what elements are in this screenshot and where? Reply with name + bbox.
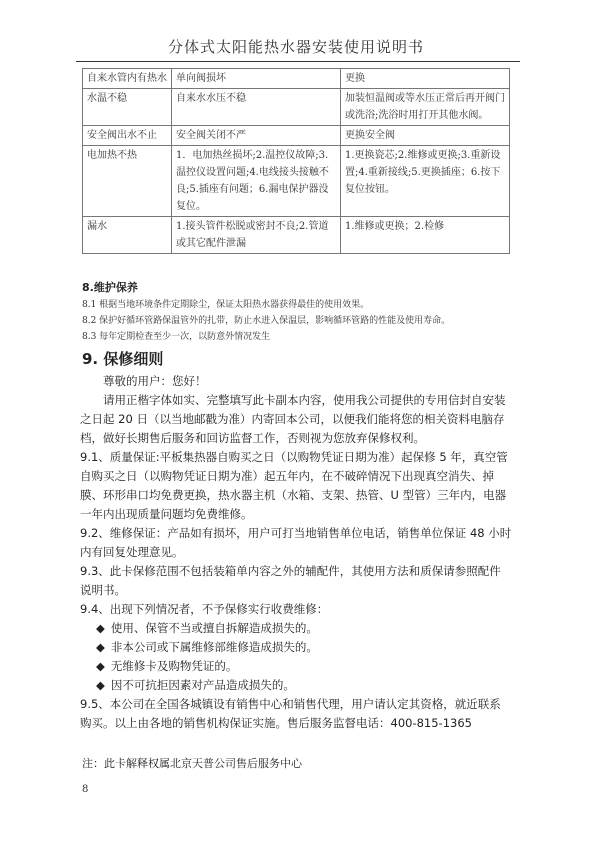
table-cell: 更换 [341,69,510,89]
section8-item: 8.1 根据当地环境条件定期除尘，保证太阳热水器获得最佳的使用效果。 [82,300,370,310]
list-item-text: 因不可抗拒因素对产品造成损失的。 [110,678,295,692]
quality-clause: 9.1、质量保证:平板集热器自购买之日（以购物凭证日期为准）起保修 5 年，真空管自购买之日（以购物凭证日期为准）起五年内，在不破碎情况下出现真空消失、掉膜、环形串口均免费更换，热水器主机（水箱、支架、热管、U 型管）三年内，电器一年内出现质量问题均免费维修。 [80,450,508,521]
table-cell: 漏水 [83,217,172,254]
table-cell: 安全阀关闭不严 [172,126,341,146]
table-cell: 1．电加热丝损坏;2.温控仪故障;3.温控仪设置问题;4.电线接头接触不良;5.插座有问题；6.漏电保护器没复位。 [172,146,341,217]
table-row [83,69,510,89]
footer-note: 注：此卡解释权属北京天普公司售后服务中心 [82,757,302,770]
section8-item: 8.3 每年定期检查至少一次，以防意外情况发生 [82,332,271,342]
page-number: 8 [82,784,89,795]
section8-item: 8.2 保护好循环管路保温管外的扎带，防止水进入保温层，影响循环管路的性能及使用寿命。 [82,316,451,326]
table-cell: 水温不稳 [83,89,172,126]
table-cell: 更换安全阀 [341,126,510,146]
table-cell: 自来水管内有热水 [83,69,172,89]
table-cell: 电加热不热 [83,146,172,217]
table-cell: 单向阀损坏 [172,69,341,89]
sales-network-clause: 9.5、本公司在全国各城镇设有销售中心和销售代理，用户请认定其资格，就近联系购买。以上由各地的销售机构保证实施。售后服务监督电话：400-815-1365 [80,697,501,730]
table-cell: 1.接头管件松脱或密封不良;2.管道或其它配件泄漏 [172,217,341,254]
list-item [80,619,512,638]
table-cell: 安全阀出水不止 [83,126,172,146]
diamond-bullet-icon: ◆ [96,621,105,635]
scope-clause: 9.3、此卡保修范围不包括装箱单内容之外的辅配件，其使用方法和质保请参照配件说明书。 [80,564,501,597]
list-item-text: 非本公司或下属维修部维修造成损失的。 [110,640,318,654]
section8-title: 8.维护保养 [82,281,138,294]
list-item-text: 无维修卡及购物凭证的。 [110,659,238,673]
table-row [83,217,510,254]
table-row [83,89,510,126]
page-header-title: 分体式太阳能热水器安装使用说明书 [167,38,424,56]
table-cell: 自来水水压不稳 [172,89,341,126]
fault-table [82,68,510,254]
header-rule [76,61,520,62]
warranty-body [80,372,512,733]
exclusions-clause: 9.4、出现下列情况者，不予保修实行收费维修： [80,602,329,616]
table-row [83,126,510,146]
table-cell: 加装恒温阀或等水压正常后再开阀门或洗浴;洗浴时用打开其他水阀。 [341,89,510,126]
list-item [80,657,512,676]
list-item [80,676,512,695]
section9-title: 9. 保修细则 [82,350,164,368]
diamond-bullet-icon: ◆ [96,678,105,692]
table-row [83,146,510,217]
list-item [80,638,512,657]
table-cell: 1.更换瓷芯;2.维修或更换;3.重新设置;4.重新接线;5.更换插座；6.按下复位按钮。 [341,146,510,217]
diamond-bullet-icon: ◆ [96,640,105,654]
repair-clause: 9.2、维修保证：产品如有损坏，用户可打当地销售单位电话，销售单位保证 48 小时内有回复处理意见。 [80,526,512,559]
greeting: 尊敬的用户：您好！ [103,374,207,388]
table-cell: 1.维修或更换；2.检修 [341,217,510,254]
intro-paragraph: 请用正楷字体如实、完整填写此卡副本内容，使用我公司提供的专用信封自安装之日起 20 日（以当地邮戳为准）内寄回本公司，以便我们能将您的相关资料电脑存档，做好长期售后服务和回访监督工作，否则视为您放弃保修权利。 [80,393,506,445]
list-item-text: 使用、保管不当或擅自拆解造成损失的。 [110,621,318,635]
diamond-bullet-icon: ◆ [96,659,105,673]
